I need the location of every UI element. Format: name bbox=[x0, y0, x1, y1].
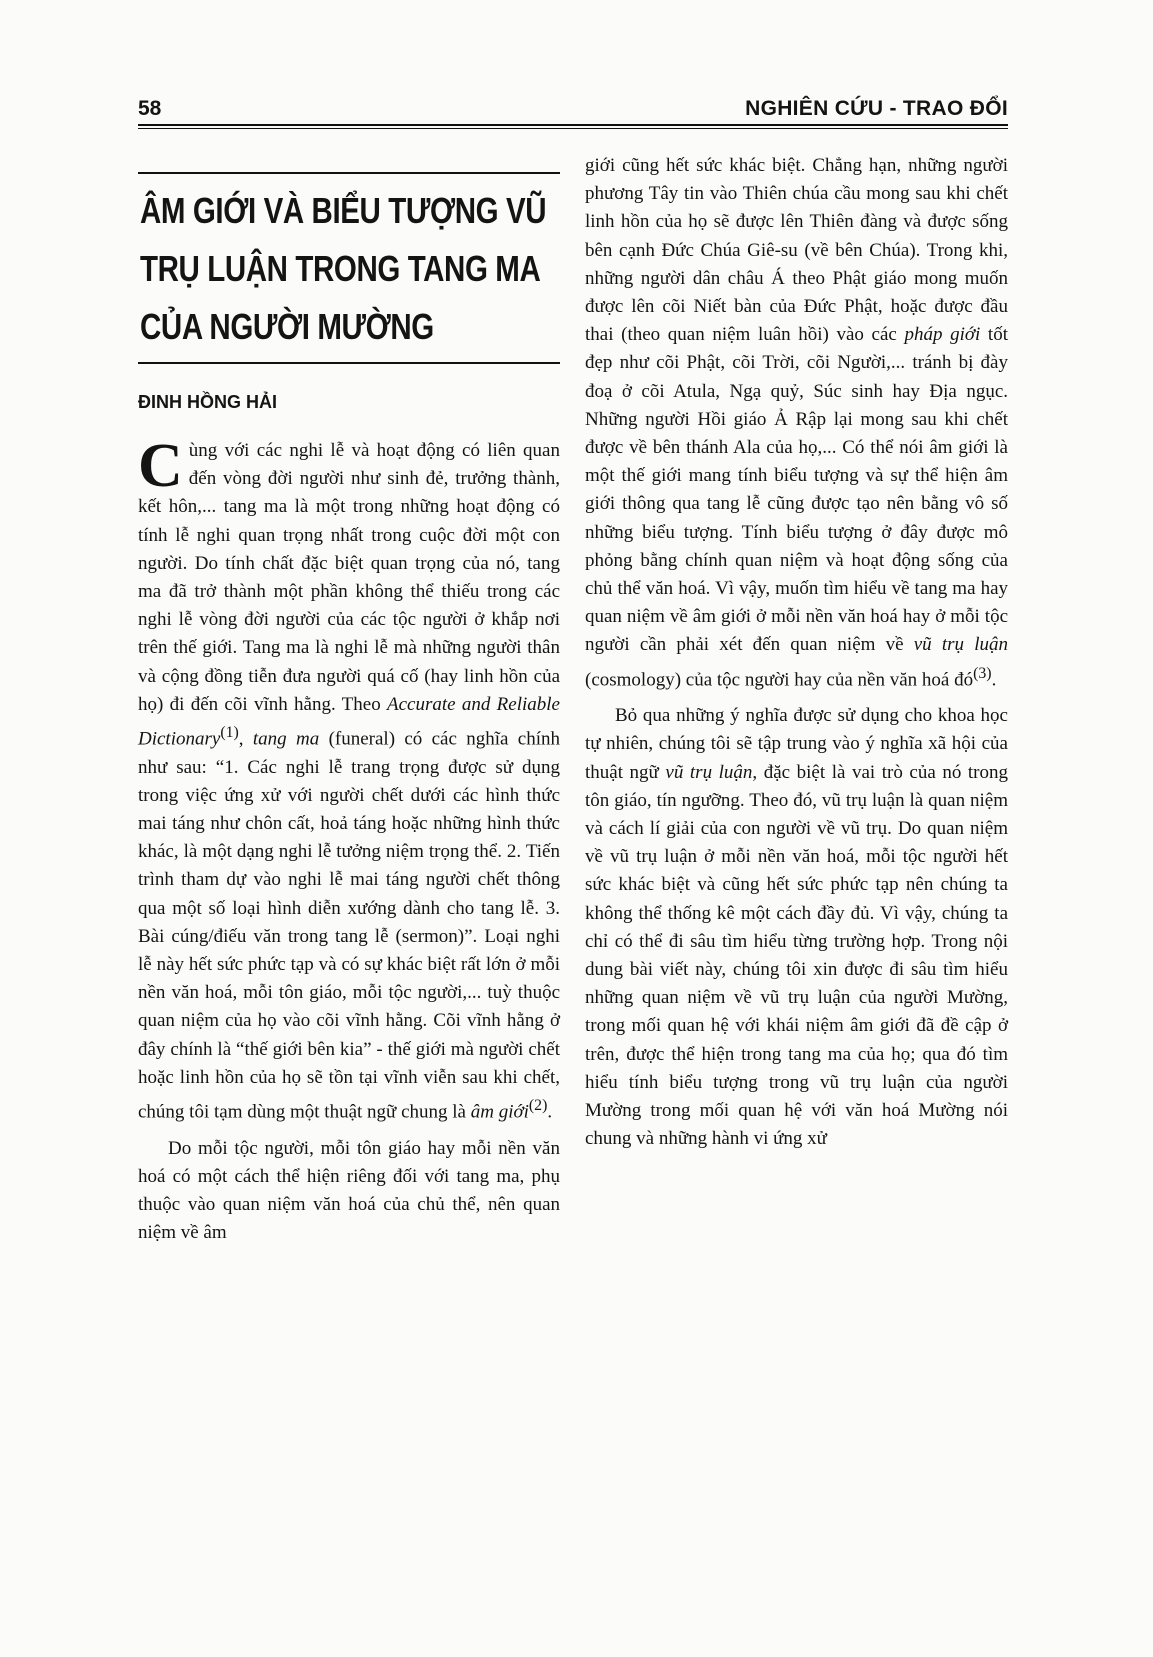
author: ĐINH HỒNG HẢI bbox=[138, 392, 277, 412]
footnote-ref-2: (2) bbox=[528, 1097, 548, 1114]
page-header bbox=[138, 93, 1008, 129]
left-column bbox=[138, 152, 560, 1247]
right-column bbox=[585, 152, 1008, 1153]
drop-cap: C bbox=[138, 432, 183, 500]
paragraph-4: Bỏ qua những ý nghĩa được sử dụng cho khoa học tự nhiên, chúng tôi sẽ tập trung vào ý nghĩa xã hội của thuật ngữ vũ trụ luận, đặc biệt là vai trò của nó trong tôn giáo, tín ngưỡng. Theo đó, vũ trụ luận là quan niệm và cách lí giải của con người về vũ trụ. Do quan niệm về vũ trụ luận ở mỗi nền văn hoá, mỗi tộc người hết sức khác biệt và cũng hết sức phức tạp nên chúng ta không thể thống kê một cách đầy đủ. Vì vậy, chúng ta chỉ có thể đi sâu tìm hiểu từng trường hợp. Trong nội dung bài viết này, chúng tôi xin được đi sâu tìm hiểu những quan niệm về vũ trụ luận của người Mường, trong mối quan hệ với khái niệm âm giới đã đề cập ở trên, được thể hiện trong tang ma của họ; qua đó tìm hiểu tính biểu tượng trong vũ trụ luận của người Mường trong mối quan hệ với văn hoá Mường nói chung và những hành vi ứng xử bbox=[585, 705, 1008, 1150]
paragraph-2: Do mỗi tộc người, mỗi tôn giáo hay mỗi nền văn hoá có một cách thể hiện riêng đối với tang ma, phụ thuộc vào quan niệm văn hoá của chủ thể, nên quan niệm về âm bbox=[138, 1137, 560, 1244]
article-title: ÂM GIỚI VÀ BIỂU TƯỢNG VŨ TRỤ LUẬN TRONG TANG MA CỦA NGƯỜI MƯỜNG bbox=[140, 190, 547, 347]
header-rule-thin bbox=[138, 128, 1008, 129]
section-label: NGHIÊN CỨU - TRAO ĐỔI bbox=[745, 97, 1008, 120]
paragraph-3: giới cũng hết sức khác biệt. Chẳng hạn, những người phương Tây tin vào Thiên chúa cầu mong sau khi chết linh hồn của họ sẽ được lên Thiên đàng và được sống bên cạnh Đức Chúa Giê-su (về bên Chúa). Trong khi, những người dân châu Á theo Phật giáo mong muốn được lên cõi Niết bàn của Đức Phật, hoặc được đầu thai (theo quan niệm luân hồi) vào các pháp giới tốt đẹp như cõi Phật, cõi Trời, cõi Người,... tránh bị đày đoạ ở cõi Atula, Ngạ quỷ, Súc sinh hay Địa ngục. Những người Hồi giáo Ả Rập lại mong sau khi chết được về bên thánh Ala của họ,... Có thể nói âm giới là một thế giới mang tính biểu tượng và sự thể hiện âm giới thông qua tang lễ cũng được tạo nên bằng vô số những biểu tượng. Tính biểu tượng ở đây được mô phỏng bằng chính quan niệm và hoạt động sống của chủ thể văn hoá. Vì vậy, muốn tìm hiểu về tang ma hay quan niệm về âm giới ở mỗi nền văn hoá hay ở mỗi tộc người cần phải xét đến quan niệm về vũ trụ luận (cosmology) của tộc người hay của nền văn hoá $đó^{(3)}$. bbox=[585, 155, 1008, 690]
paragraph-1: Cùng với các nghi lễ và hoạt động có liên quan đến vòng đời người như sinh đẻ, trưởng thành, kết hôn,... tang ma là một trong những hoạt động có tính lễ nghi quan trọng nhất trong cuộc đời một con người. Do tính chất đặc biệt quan trọng của nó, tang ma đã trở thành một phần không thể thiếu trong các nghi lễ vòng đời người của các tộc người ở khắp nơi trên thế giới. Tang ma là nghi lễ mà những người thân và cộng đồng tiễn đưa người quá cố (hay linh hồn của họ) đi đến cõi vĩnh hằng. Theo Accurate and Reliable Dictionary$^{(1)}$, tang ma (funeral) có các nghĩa chính như sau: “1. Các nghi lễ trang trọng được sử dụng trong việc ứng xử với người chết dưới các hình thức mai táng như chôn cất, hoả táng hoặc những hình thức khác, là một dạng nghi lễ tưởng niệm trọng thể. 2. Tiến trình tham dự vào nghi lễ mai táng người chết thông qua một số loại hình diễn xướng dành cho tang lễ. 3. Bài cúng/điếu văn trong tang lễ (sermon)”. Loại nghi lễ này hết sức phức tạp và có sự khác biệt rất lớn ở mỗi nền văn hoá, mỗi tôn giáo, mỗi tộc người,... tuỳ thuộc quan niệm của họ vào cõi vĩnh hằng. Cõi vĩnh hằng ở đây chính là “thế giới bên kia” - thế giới mà người chết hoặc linh hồn của họ sẽ tồn tại vĩnh viễn sau khi chết, chúng tôi tạm dùng một thuật ngữ chung là âm giới$^{(2)}$. bbox=[138, 432, 561, 1123]
footnote-ref-1: (1) bbox=[220, 724, 239, 742]
title-rule-bottom bbox=[138, 362, 560, 364]
page-number: 58 bbox=[138, 97, 162, 120]
footnote-ref-3: (3) bbox=[973, 664, 992, 682]
title-rule-top bbox=[138, 172, 560, 174]
header-rule bbox=[138, 124, 1008, 126]
